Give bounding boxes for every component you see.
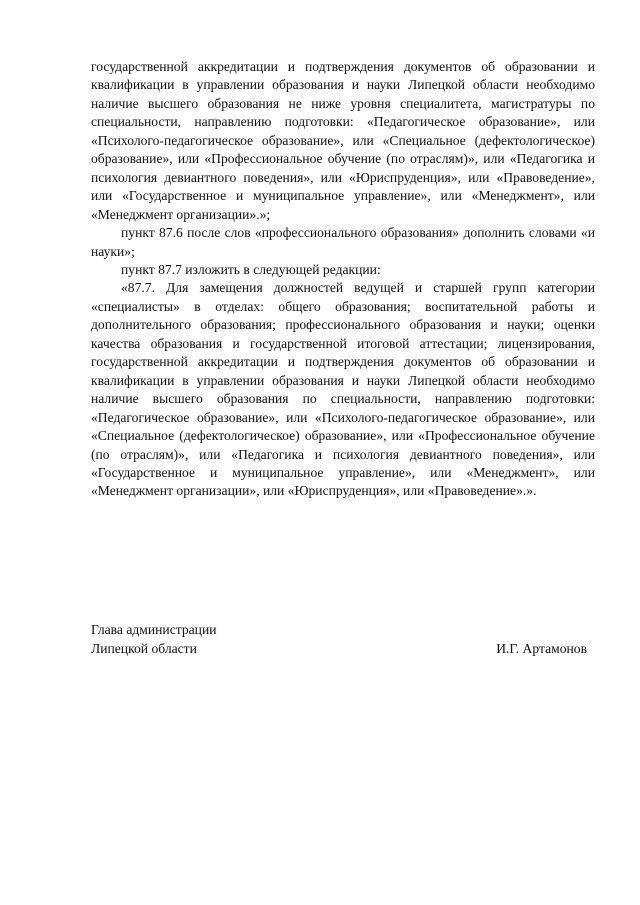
signature-position-line-2: Липецкой области: [91, 640, 197, 656]
signature-position-line-1: Глава администрации: [91, 622, 217, 637]
signature-row: [91, 640, 595, 659]
paragraph-item-87-7-text: «87.7. Для замещения должностей ведущей и старшей групп категории «специалисты» в отделах: общего образования; воспитательной работы и дополнительного образования; профессионального образования и науки; оценки качества образования и государственной итоговой аттестации; лицензирования, государственной аккредитации и подтверждения документов об образовании и квалификации в управлении образования и науки Липецкой области необходимо наличие высшего образования по специальности, направлению подготовки: «Педагогическое образование», или «Психолого-педагогическое образование», или «Специальное (дефектологическое) образование», или «Профессиональное обучение (по отраслям)», или «Педагогика и психология девиантного поведения», или «Государственное и муниципальное управление», или «Менеджмент», или «Менеджмент организации», или «Юриспруденция», или «Правоведение».».: [91, 280, 595, 499]
paragraph-item-87-6: пункт 87.6 после слов «профессионального образования» дополнить словами «и науки»;: [91, 225, 595, 259]
paragraph-item-87-7-intro: пункт 87.7 изложить в следующей редакции:: [121, 261, 381, 277]
signatory-name: И.Г. Артамонов: [496, 640, 587, 656]
paragraph-continuation: государственной аккредитации и подтверждения документов об образовании и квалификации в управлении образования и науки Липецкой области необходимо наличие высшего образования не ниже уровня специалитета, магистратуры по специальности, направлению подготовки: «Педагогическое образование», или «Психолого-педагогическое образование», или «Специальное (дефектологическое) образование», или «Профессиональное обучение (по отраслям)», или «Педагогика и психология девиантного поведения», или «Юриспруденция», или «Правоведение», или «Государственное и муниципальное управление», или «Менеджмент», или «Менеджмент организации».»;: [91, 59, 595, 222]
document-body: [91, 58, 595, 501]
signature-block: [91, 621, 595, 658]
